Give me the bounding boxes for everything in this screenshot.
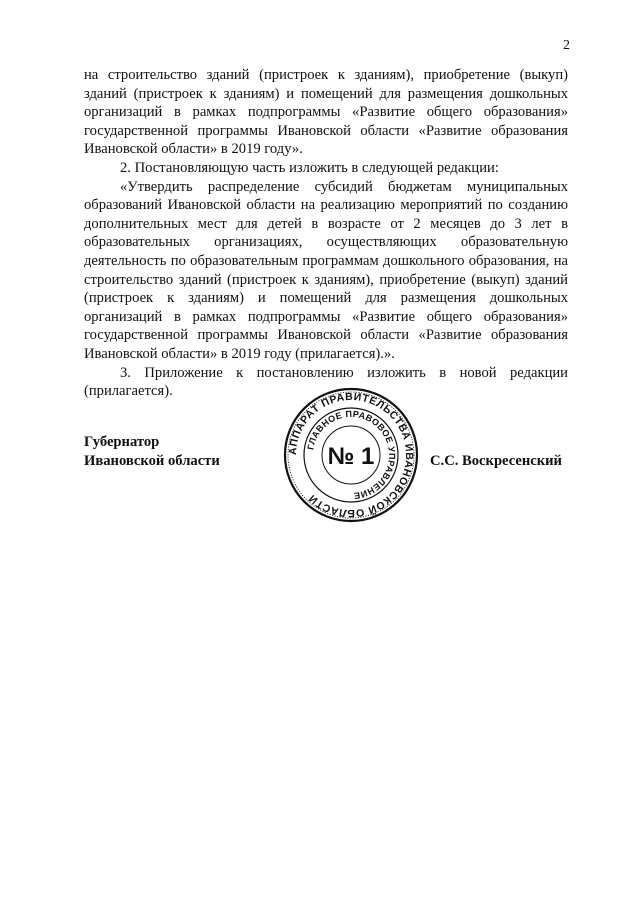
- page-number: 2: [563, 38, 570, 53]
- seal-number: № 1: [327, 443, 375, 470]
- signatory-position: [84, 433, 220, 471]
- document-body: [84, 66, 568, 401]
- paragraph-item-2: 2. Постановляющую часть изложить в следующей редакции:: [120, 159, 499, 176]
- paragraph-continuation: на строительство зданий (пристроек к зданиям), приобретение (выкуп) зданий (пристроек к зданиям) и помещений для размещения дошкольных организаций в рамках подпрограммы «Развитие общего образования» государственной программы Ивановской области «Развитие образования Ивановской области» в 2019 году».: [84, 67, 568, 158]
- signatory-title: Губернатор: [84, 434, 160, 450]
- paragraph-item-3: 3. Приложение к постановлению изложить в новой редакции (прилагается).: [84, 364, 568, 400]
- seal-inner-text: ГЛАВНОЕ ПРАВОВОЕ УПРАВЛЕНИЕ: [305, 408, 398, 501]
- official-seal-stamp: [283, 387, 419, 523]
- signatory-name: С.С. Воскресенский: [430, 453, 562, 469]
- signatory-region: Ивановской области: [84, 453, 220, 469]
- paragraph-quoted-resolution: «Утвердить распределение субсидий бюджетам муниципальных образований Ивановской области на реализацию мероприятий по созданию дополнительных мест для детей в возрасте от 2 месяцев до 3 лет в образовательных организациях, осуществляющих образовательную деятельность по образовательным программам дошкольного образования, на строительство зданий (пристроек к зданиям), приобретение (выкуп) зданий (пристроек к зданиям) и помещений для размещения дошкольных организаций в рамках подпрограммы «Развитие общего образования» государственной программы Ивановской области «Развитие образования Ивановской области» в 2019 году (прилагается).».: [84, 178, 568, 362]
- seal-ring-text: АППАРАТ ПРАВИТЕЛЬСТВА ИВАНОВСКОЙ ОБЛАСТИ: [286, 390, 416, 520]
